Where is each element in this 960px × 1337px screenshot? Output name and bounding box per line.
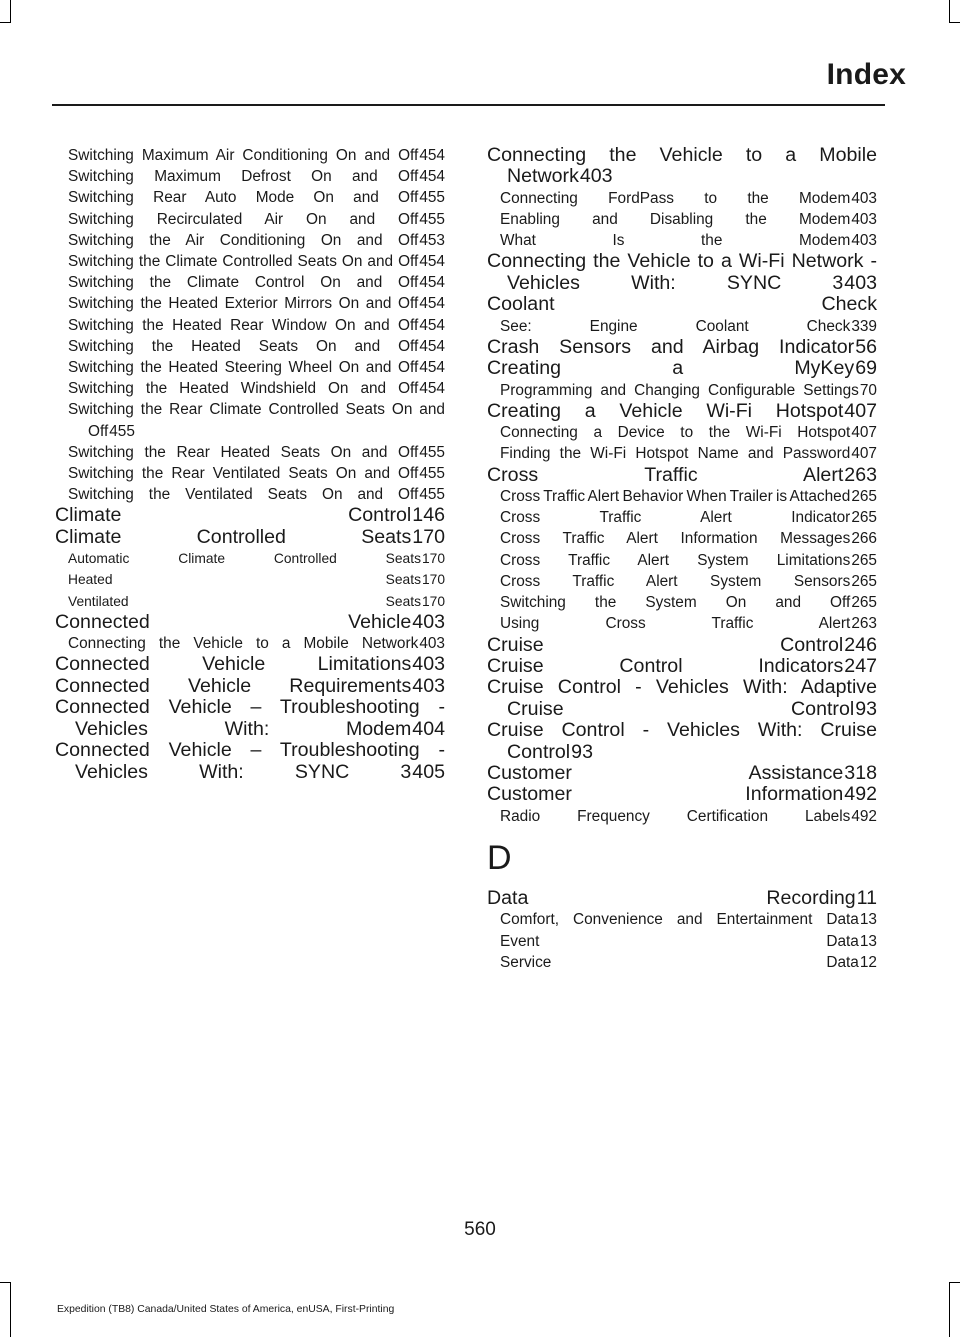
entry-label: Automatic Climate Controlled Seats [68,551,421,567]
page-title: Index [826,58,906,91]
entry-page-number: 454 [419,337,445,355]
crop-mark [0,22,11,23]
entry-page-number: 265 [851,572,877,590]
index-entry[interactable] [55,527,445,548]
entry-page-number: 403 [412,674,445,697]
entry-label: Switching the Heated Steering Wheel On and Off [68,359,419,377]
index-subentry[interactable] [68,442,445,463]
index-entry[interactable] [487,465,877,486]
index-entry[interactable] [487,656,877,677]
index-subentry[interactable] [68,251,445,272]
entry-label: Finding the Wi-Fi Hotspot Name and Password [500,445,851,463]
index-entry[interactable] [487,784,877,805]
entry-label: Switching the Heated Exterior Mirrors On and Off [68,295,419,313]
entry-page-number: 70 [859,381,877,399]
entry-label: Switching the System On and Off [500,594,851,612]
entry-page-number: 69 [855,357,877,380]
entry-label: Switching the Heated Rear Window On and Off [68,316,419,334]
entry-page-number: 454 [419,316,445,334]
index-subentry[interactable] [500,952,877,973]
entry-label: Cruise Control [487,633,844,656]
index-entry[interactable] [487,763,877,784]
entry-label: Connected Vehicle [55,610,412,633]
entry-page-number: 454 [419,359,445,377]
index-subentry[interactable] [68,484,445,505]
entry-page-number: 265 [851,488,877,506]
entry-page-number: 454 [419,274,445,292]
entry-page-number: 492 [844,783,877,806]
index-entry[interactable] [487,720,877,763]
index-subentry[interactable] [68,591,445,612]
entry-label: Cruise Control - Vehicles With: Cruise Control [487,719,877,763]
entry-label: Enabling and Disabling the Modem [500,211,851,229]
crop-mark [949,0,950,22]
index-subentry[interactable] [68,336,445,357]
entry-label: Creating a Vehicle Wi-Fi Hotspot [487,399,844,422]
index-entry[interactable] [487,145,877,188]
index-subentry[interactable] [68,230,445,251]
entry-page-number: 405 [412,760,445,783]
entry-page-number: 246 [844,633,877,656]
entry-label: Connecting a Device to the Wi-Fi Hotspot [500,424,851,442]
index-subentry[interactable] [500,806,877,827]
index-subentry[interactable] [500,209,877,230]
entry-page-number: 56 [855,335,877,358]
entry-label: Creating a MyKey [487,357,855,380]
index-entry[interactable] [487,635,877,656]
index-subentry[interactable] [500,230,877,251]
index-subentry[interactable] [500,571,877,592]
entry-page-number: 403 [419,635,445,653]
index-subentry[interactable] [68,166,445,187]
index-entry[interactable] [487,401,877,422]
index-subentry[interactable] [500,909,877,930]
index-entry[interactable] [487,294,877,315]
entry-page-number: 403 [851,189,877,207]
entry-label: Switching the Rear Climate Controlled Seats On and Off [68,401,445,440]
entry-page-number: 339 [851,317,877,335]
entry-label: Switching the Heated Windshield On and Off [68,380,419,398]
index-subentry[interactable] [68,272,445,293]
crop-mark [10,0,11,22]
index-subentry[interactable] [500,316,877,337]
index-entry[interactable] [487,251,877,294]
entry-label: Switching the Heated Seats On and Off [68,337,419,355]
index-subentry[interactable] [68,633,445,654]
entry-page-number: 13 [859,911,877,929]
index-subentry[interactable] [500,380,877,401]
index-entry[interactable] [487,337,877,358]
entry-page-number: 265 [851,551,877,569]
index-subentry[interactable] [500,592,877,613]
entry-label: Crash Sensors and Airbag Indicator [487,335,855,358]
entry-label: Connecting the Vehicle to a Mobile Network [68,635,419,653]
entry-label: What Is the Modem [500,232,851,250]
entry-label: Data Recording [487,886,856,909]
footer-text: Expedition (TB8) Canada/United States of America, enUSA, First-Printing [57,1304,395,1315]
index-subentry[interactable] [68,209,445,230]
index-subentry[interactable] [500,613,877,634]
index-subentry[interactable] [500,422,877,443]
entry-page-number: 263 [851,615,877,633]
entry-page-number: 403 [579,165,613,188]
entry-label: Cruise Control - Vehicles With: Adaptive Cruise Control [487,676,877,720]
entry-label: Connecting the Vehicle to a Mobile Network [487,144,877,188]
crop-mark [949,22,960,23]
entry-page-number: 265 [851,509,877,527]
entry-label: Cross Traffic Alert Indicator [500,509,851,527]
entry-label: Connecting FordPass to the Modem [500,189,851,207]
entry-label: Radio Frequency Certification Labels [500,807,851,825]
index-subentry[interactable] [500,486,877,507]
entry-page-number: 453 [419,231,445,249]
entry-page-number: 266 [851,530,877,548]
title-divider [52,104,885,106]
entry-page-number: 265 [851,594,877,612]
entry-page-number: 13 [859,932,877,950]
entry-page-number: 170 [421,572,445,588]
entry-label: Cross Traffic Alert Information Messages [500,530,851,548]
index-entry[interactable] [487,677,877,720]
index-entry[interactable] [55,505,445,526]
entry-label: Switching Rear Auto Mode On and Off [68,189,419,207]
entry-page-number: 93 [571,740,593,763]
entry-label: Switching Maximum Defrost On and Off [68,168,419,186]
index-entry[interactable] [55,612,445,633]
section-letter: D [487,838,512,877]
entry-label: Switching Maximum Air Conditioning On and Off [68,147,419,164]
entry-page-number: 146 [412,504,445,527]
entry-page-number: 170 [421,551,445,567]
index-column-left [55,145,445,783]
page-number: 560 [464,1219,496,1240]
entry-page-number: 403 [851,232,877,250]
entry-page-number: 407 [851,424,877,442]
entry-page-number: 263 [844,463,877,486]
entry-label: Connected Vehicle – Troubleshooting - Vehicles With: Modem [55,696,445,740]
entry-page-number: 318 [844,761,877,784]
entry-page-number: 455 [109,422,135,440]
entry-label: Climate Controlled Seats [55,525,412,548]
index-subentry[interactable] [500,528,877,549]
index-entry[interactable] [487,888,877,909]
entry-label: Service Data [500,953,859,971]
index-subentry[interactable] [500,931,877,952]
index-entry[interactable] [55,697,445,740]
crop-mark [10,1282,11,1337]
entry-label: Cross Traffic Alert [487,463,844,486]
entry-label: Connected Vehicle – Troubleshooting - Vehicles With: SYNC 3 [55,739,445,783]
entry-label: Using Cross Traffic Alert [500,615,851,633]
entry-page-number: 403 [851,211,877,229]
entry-page-number: 407 [851,445,877,463]
entry-label: Switching the Rear Ventilated Seats On and Off [68,465,419,483]
entry-label: Event Data [500,932,859,950]
index-subentry[interactable] [68,378,445,399]
entry-page-number: 455 [419,465,445,483]
entry-label: Cross Traffic Alert System Sensors [500,572,851,590]
index-entry[interactable] [487,358,877,379]
index-subentry[interactable] [68,315,445,336]
entry-label: Coolant Check [487,293,877,316]
entry-page-number: 247 [844,654,877,677]
entry-label: Switching Recirculated Air On and Off [68,210,419,228]
index-column-right [487,145,877,973]
entry-label: Climate Control [55,504,412,527]
entry-label: Switching the Air Conditioning On and Off [68,231,419,249]
entry-page-number: 170 [412,525,445,548]
entry-label: Connected Vehicle Requirements [55,674,412,697]
entry-label: Ventilated Seats [68,593,421,609]
crop-mark [949,1282,950,1337]
entry-page-number: 407 [844,399,877,422]
entry-label: Switching the Ventilated Seats On and Off [68,486,419,504]
entry-page-number: 403 [412,653,445,676]
entry-label: Connecting the Vehicle to a Wi-Fi Network - Vehicles With: SYNC 3 [487,250,877,294]
entry-label: Programming and Changing Configurable Settings [500,381,859,399]
entry-page-number: 454 [419,253,445,271]
entry-page-number: 454 [419,295,445,313]
entry-page-number: 404 [412,717,445,740]
entry-page-number: 11 [856,886,877,909]
entry-page-number: 403 [844,271,877,294]
entry-page-number: 454 [419,168,445,186]
index-subentry[interactable] [68,145,445,166]
entry-page-number: 455 [419,189,445,207]
entry-label: Switching the Climate Controlled Seats On and Off [68,253,419,271]
entry-page-number: 12 [859,953,877,971]
entry-label: Comfort, Convenience and Entertainment Data [500,911,859,929]
entry-page-number: 454 [419,380,445,398]
entry-label: Heated Seats [68,572,421,588]
entry-label: Customer Assistance [487,761,844,784]
index-subentry[interactable] [68,569,445,590]
entry-page-number: 454 [419,147,445,164]
crop-mark [949,1282,960,1283]
index-subentry[interactable] [68,548,445,569]
entry-page-number: 403 [412,610,445,633]
index-subentry[interactable] [68,399,445,441]
entry-label: Switching the Rear Heated Seats On and Off [68,443,419,461]
index-subentry[interactable] [500,443,877,464]
entry-label: Switching the Climate Control On and Off [68,274,419,292]
index-subentry[interactable] [500,550,877,571]
entry-page-number: 455 [419,210,445,228]
index-subentry[interactable] [68,187,445,208]
index-entry[interactable] [55,654,445,675]
entry-page-number: 170 [421,593,445,609]
entry-page-number: 492 [851,807,877,825]
entry-page-number: 455 [419,486,445,504]
index-subentry[interactable] [68,293,445,314]
index-subentry[interactable] [68,463,445,484]
index-subentry[interactable] [500,507,877,528]
index-entry[interactable] [55,740,445,783]
index-subentry[interactable] [68,357,445,378]
entry-label: Cross Traffic Alert Behavior When Trailer is Attached [500,488,851,506]
entry-page-number: 455 [419,443,445,461]
index-entry[interactable] [55,676,445,697]
entry-label: Connected Vehicle Limitations [55,653,412,676]
entry-label: Cross Traffic Alert System Limitations [500,551,851,569]
entry-page-number: 93 [855,697,877,720]
crop-mark [0,1282,11,1283]
entry-label: Cruise Control Indicators [487,654,844,677]
entry-label: See: Engine Coolant Check [500,317,851,335]
entry-label: Customer Information [487,783,844,806]
index-subentry[interactable] [500,188,877,209]
